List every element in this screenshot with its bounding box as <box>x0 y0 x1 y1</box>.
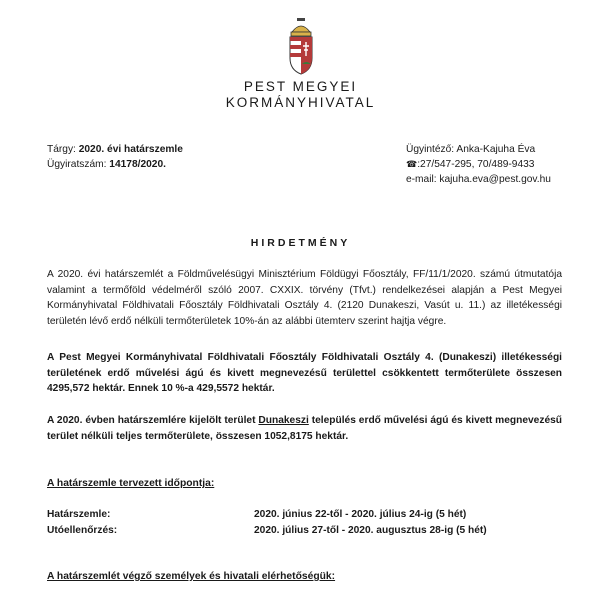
administrator-label: Ügyintéző: <box>406 144 457 155</box>
schedule-heading: A határszemle tervezett időpontja: <box>47 478 215 489</box>
file-number-line <box>47 157 183 172</box>
file-number: 14178/2020. <box>109 159 166 170</box>
org-name-line2: KORMÁNYHIVATAL <box>225 95 376 110</box>
email-line[interactable]: e-mail: kajuha.eva@pest.gov.hu <box>406 174 551 185</box>
schedule-label-inspection: Határszemle: <box>47 509 111 520</box>
subject-line <box>47 142 183 157</box>
schedule-value-followup: 2020. július 27-től - 2020. augusztus 28-ig (5 hét) <box>254 525 487 536</box>
meta-left <box>47 142 183 172</box>
area-paragraph: A Pest Megyei Kormányhivatal Földhivatali Főosztály Földhivatali Osztály 4. (Dunakeszi) illetékességi területének erdő művelési ágú és kivett megnevezésű területtel csökkentett termőterülete összesen 4295,572 hektár. Ennek 10 %-a 429,5572 hektár. <box>47 352 562 394</box>
administrator-name: Anka-Kajuha Éva <box>456 144 536 155</box>
meta-right <box>406 142 551 187</box>
schedule-label-followup: Utóellenőrzés: <box>47 525 118 536</box>
org-name-line1: PEST MEGYEI <box>243 79 358 94</box>
schedule-value-inspection: 2020. június 22-től - 2020. július 24-ig (5 hét) <box>254 509 467 520</box>
intro-paragraph: A 2020. évi határszemlét a Földművelésügyi Minisztérium Földügyi Főosztály, FF/11/1/2020. számú útmutatója valamint a termőföld védelméről szóló 2007. CXXIX. törvény (Tfvt.) rendelkezései alapján a Pest Megyei Kormányhivatal Földhivatali Főosztály Földhivatali Osztály 4. (2120 Dunakeszi, Vasút u. 11.) az illetékességi területén lévő erdő nélküli termőterületek 10%-án az alábbi ütemterv szerint hajtja végre. <box>47 269 562 327</box>
subject-label: Tárgy: <box>47 144 79 155</box>
settlement-name: Dunakeszi <box>258 415 309 426</box>
phone-numbers: :27/547-295, 70/489-9433 <box>417 159 535 170</box>
designated-area-paragraph: A 2020. évben határszemlére kijelölt terület Dunakeszi település erdő művelési ágú és kivett megnevezésű terület nélküli teljes termőterülete, összesen 1052,8175 hektár. <box>47 415 562 442</box>
document-title: HIRDETMÉNY <box>250 237 351 249</box>
phone-line <box>406 157 551 172</box>
coat-of-arms-icon <box>286 18 316 76</box>
subject-value: 2020. évi határszemle <box>78 144 183 155</box>
contacts-heading: A határszemlét végző személyek és hivatali elérhetőségük: <box>47 571 336 582</box>
administrator-line <box>406 142 551 157</box>
file-label: Ügyiratszám: <box>47 159 110 170</box>
phone-icon: ☎ <box>406 159 418 169</box>
